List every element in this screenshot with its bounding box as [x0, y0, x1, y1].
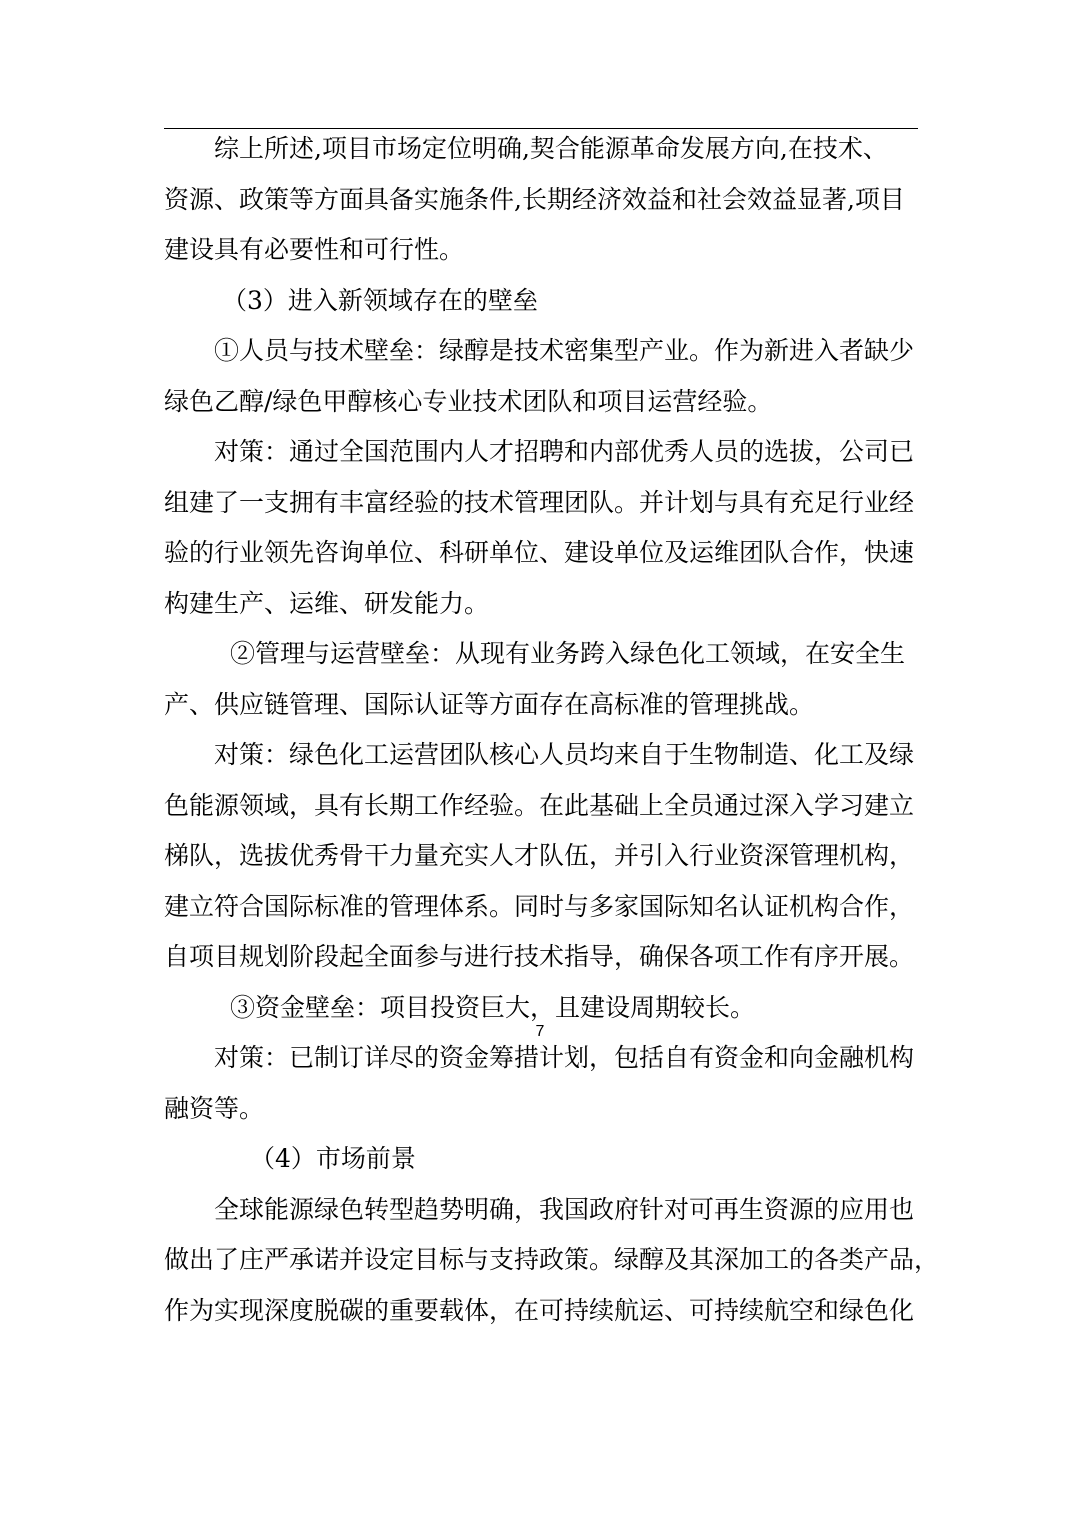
paragraph-line: 产、供应链管理、国际认证等方面存在高标准的管理挑战。 [164, 689, 815, 719]
paragraph-line: 验的行业领先咨询单位、科研单位、建设单位及运维团队合作，快速 [164, 538, 915, 567]
paragraph-line: 融资等。 [164, 1093, 265, 1123]
section-heading: （4）市场前景 [250, 1144, 416, 1173]
paragraph-line: 绿色乙醇/绿色甲醇核心专业技术团队和项目运营经验。 [164, 386, 773, 416]
paragraph-line: 资源、政策等方面具备实施条件,长期经济效益和社会效益显著,项目 [164, 184, 905, 214]
paragraph-line: ③资金壁垒：项目投资巨大，且建设周期较长。 [230, 992, 756, 1022]
paragraph-line: 做出了庄严承诺并设定目标与支持政策。绿醇及其深加工的各类产品， [164, 1245, 940, 1274]
paragraph-line: 对策：绿色化工运营团队核心人员均来自于生物制造、化工及绿 [214, 740, 915, 769]
paragraph-line: 作为实现深度脱碳的重要载体，在可持续航运、可持续航空和绿色化 [164, 1295, 915, 1325]
page-number: 7 [535, 1023, 545, 1040]
paragraph-line: 梯队，选拔优秀骨干力量充实人才队伍，并引入行业资深管理机构， [164, 841, 915, 870]
paragraph-line: ①人员与技术壁垒：绿醇是技术密集型产业。作为新进入者缺少 [214, 336, 915, 365]
document-body [164, 124, 940, 1336]
paragraph-line: ②管理与运营壁垒：从现有业务跨入绿色化工领域，在安全生 [230, 639, 906, 668]
paragraph-line: 建立符合国际标准的管理体系。同时与多家国际知名认证机构合作， [164, 891, 915, 921]
paragraph-line: 构建生产、运维、研发能力。 [164, 588, 490, 618]
paragraph-line: 自项目规划阶段起全面参与进行技术指导，确保各项工作有序开展。 [164, 942, 915, 971]
paragraph-line: 综上所述,项目市场定位明确,契合能源革命发展方向,在技术、 [214, 134, 888, 163]
paragraph-line: 全球能源绿色转型趋势明确，我国政府针对可再生资源的应用也 [214, 1194, 915, 1224]
section-heading: （3）进入新领域存在的壁垒 [222, 285, 538, 315]
paragraph-line: 对策：已制订详尽的资金筹措计划，包括自有资金和向金融机构 [214, 1043, 915, 1072]
paragraph-line: 建设具有必要性和可行性。 [164, 235, 465, 264]
paragraph-line: 组建了一支拥有丰富经验的技术管理团队。并计划与具有充足行业经 [164, 487, 915, 517]
paragraph-line: 色能源领域，具有长期工作经验。在此基础上全员通过深入学习建立 [164, 790, 915, 820]
paragraph-line: 对策：通过全国范围内人才招聘和内部优秀人员的选拔，公司已 [214, 437, 915, 466]
